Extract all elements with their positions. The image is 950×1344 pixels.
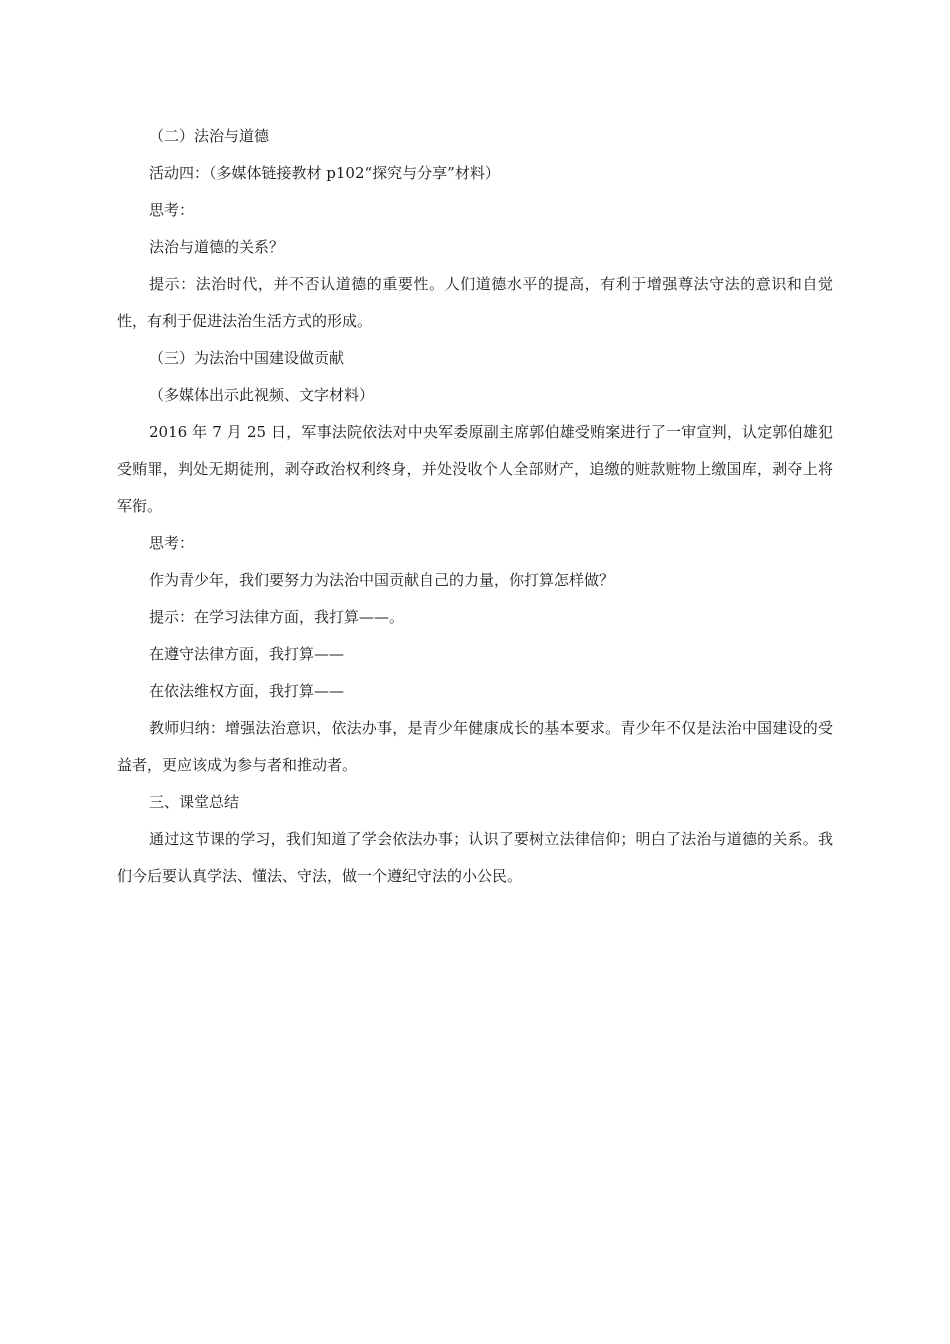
think-label: 思考： [149,201,195,219]
section-heading-contribute: （三）为法治中国建设做贡献 [149,349,345,367]
class-summary-paragraph: 通过这节课的学习，我们知道了学会依法办事；认识了要树立法律信仰；明白了法治与道德的关系。我们今后要认真学法、懂法、守法，做一个遵纪守法的小公民。 [117,830,833,885]
think-label: 思考： [149,534,195,552]
case-paragraph: 2016 年 7 月 25 日，军事法院依法对中央军委原副主席郭伯雄受贿案进行了一审宣判，认定郭伯雄犯受贿罪，判处无期徒刑，剥夺政治权利终身，并处没收个人全部财产，追缴的赃款赃物上缴国库，剥夺上将军衔。 [117,423,833,515]
multimedia-note: （多媒体出示此视频、文字材料） [149,386,375,404]
question-relationship: 法治与道德的关系？ [149,238,285,256]
section-heading-class-summary: 三、课堂总结 [149,793,240,811]
hint-rights: 在依法维权方面，我打算—— [149,682,345,700]
activity-four: 活动四：（多媒体链接教材 p102“探究与分享”材料） [149,164,500,182]
hint-obeying: 在遵守法律方面，我打算—— [149,645,345,663]
question-contribute: 作为青少年，我们要努力为法治中国贡献自己的力量，你打算怎样做？ [149,571,615,589]
section-heading-law-and-morality: （二）法治与道德 [149,127,270,145]
hint-paragraph: 提示：法治时代，并不否认道德的重要性。人们道德水平的提高，有利于增强尊法守法的意识和自觉性，有利于促进法治生活方式的形成。 [117,275,833,330]
teacher-summary: 教师归纳：增强法治意识，依法办事，是青少年健康成长的基本要求。青少年不仅是法治中国建设的受益者，更应该成为参与者和推动者。 [117,719,833,774]
document-body [117,118,833,895]
hint-learning: 提示：在学习法律方面，我打算——。 [149,608,405,626]
